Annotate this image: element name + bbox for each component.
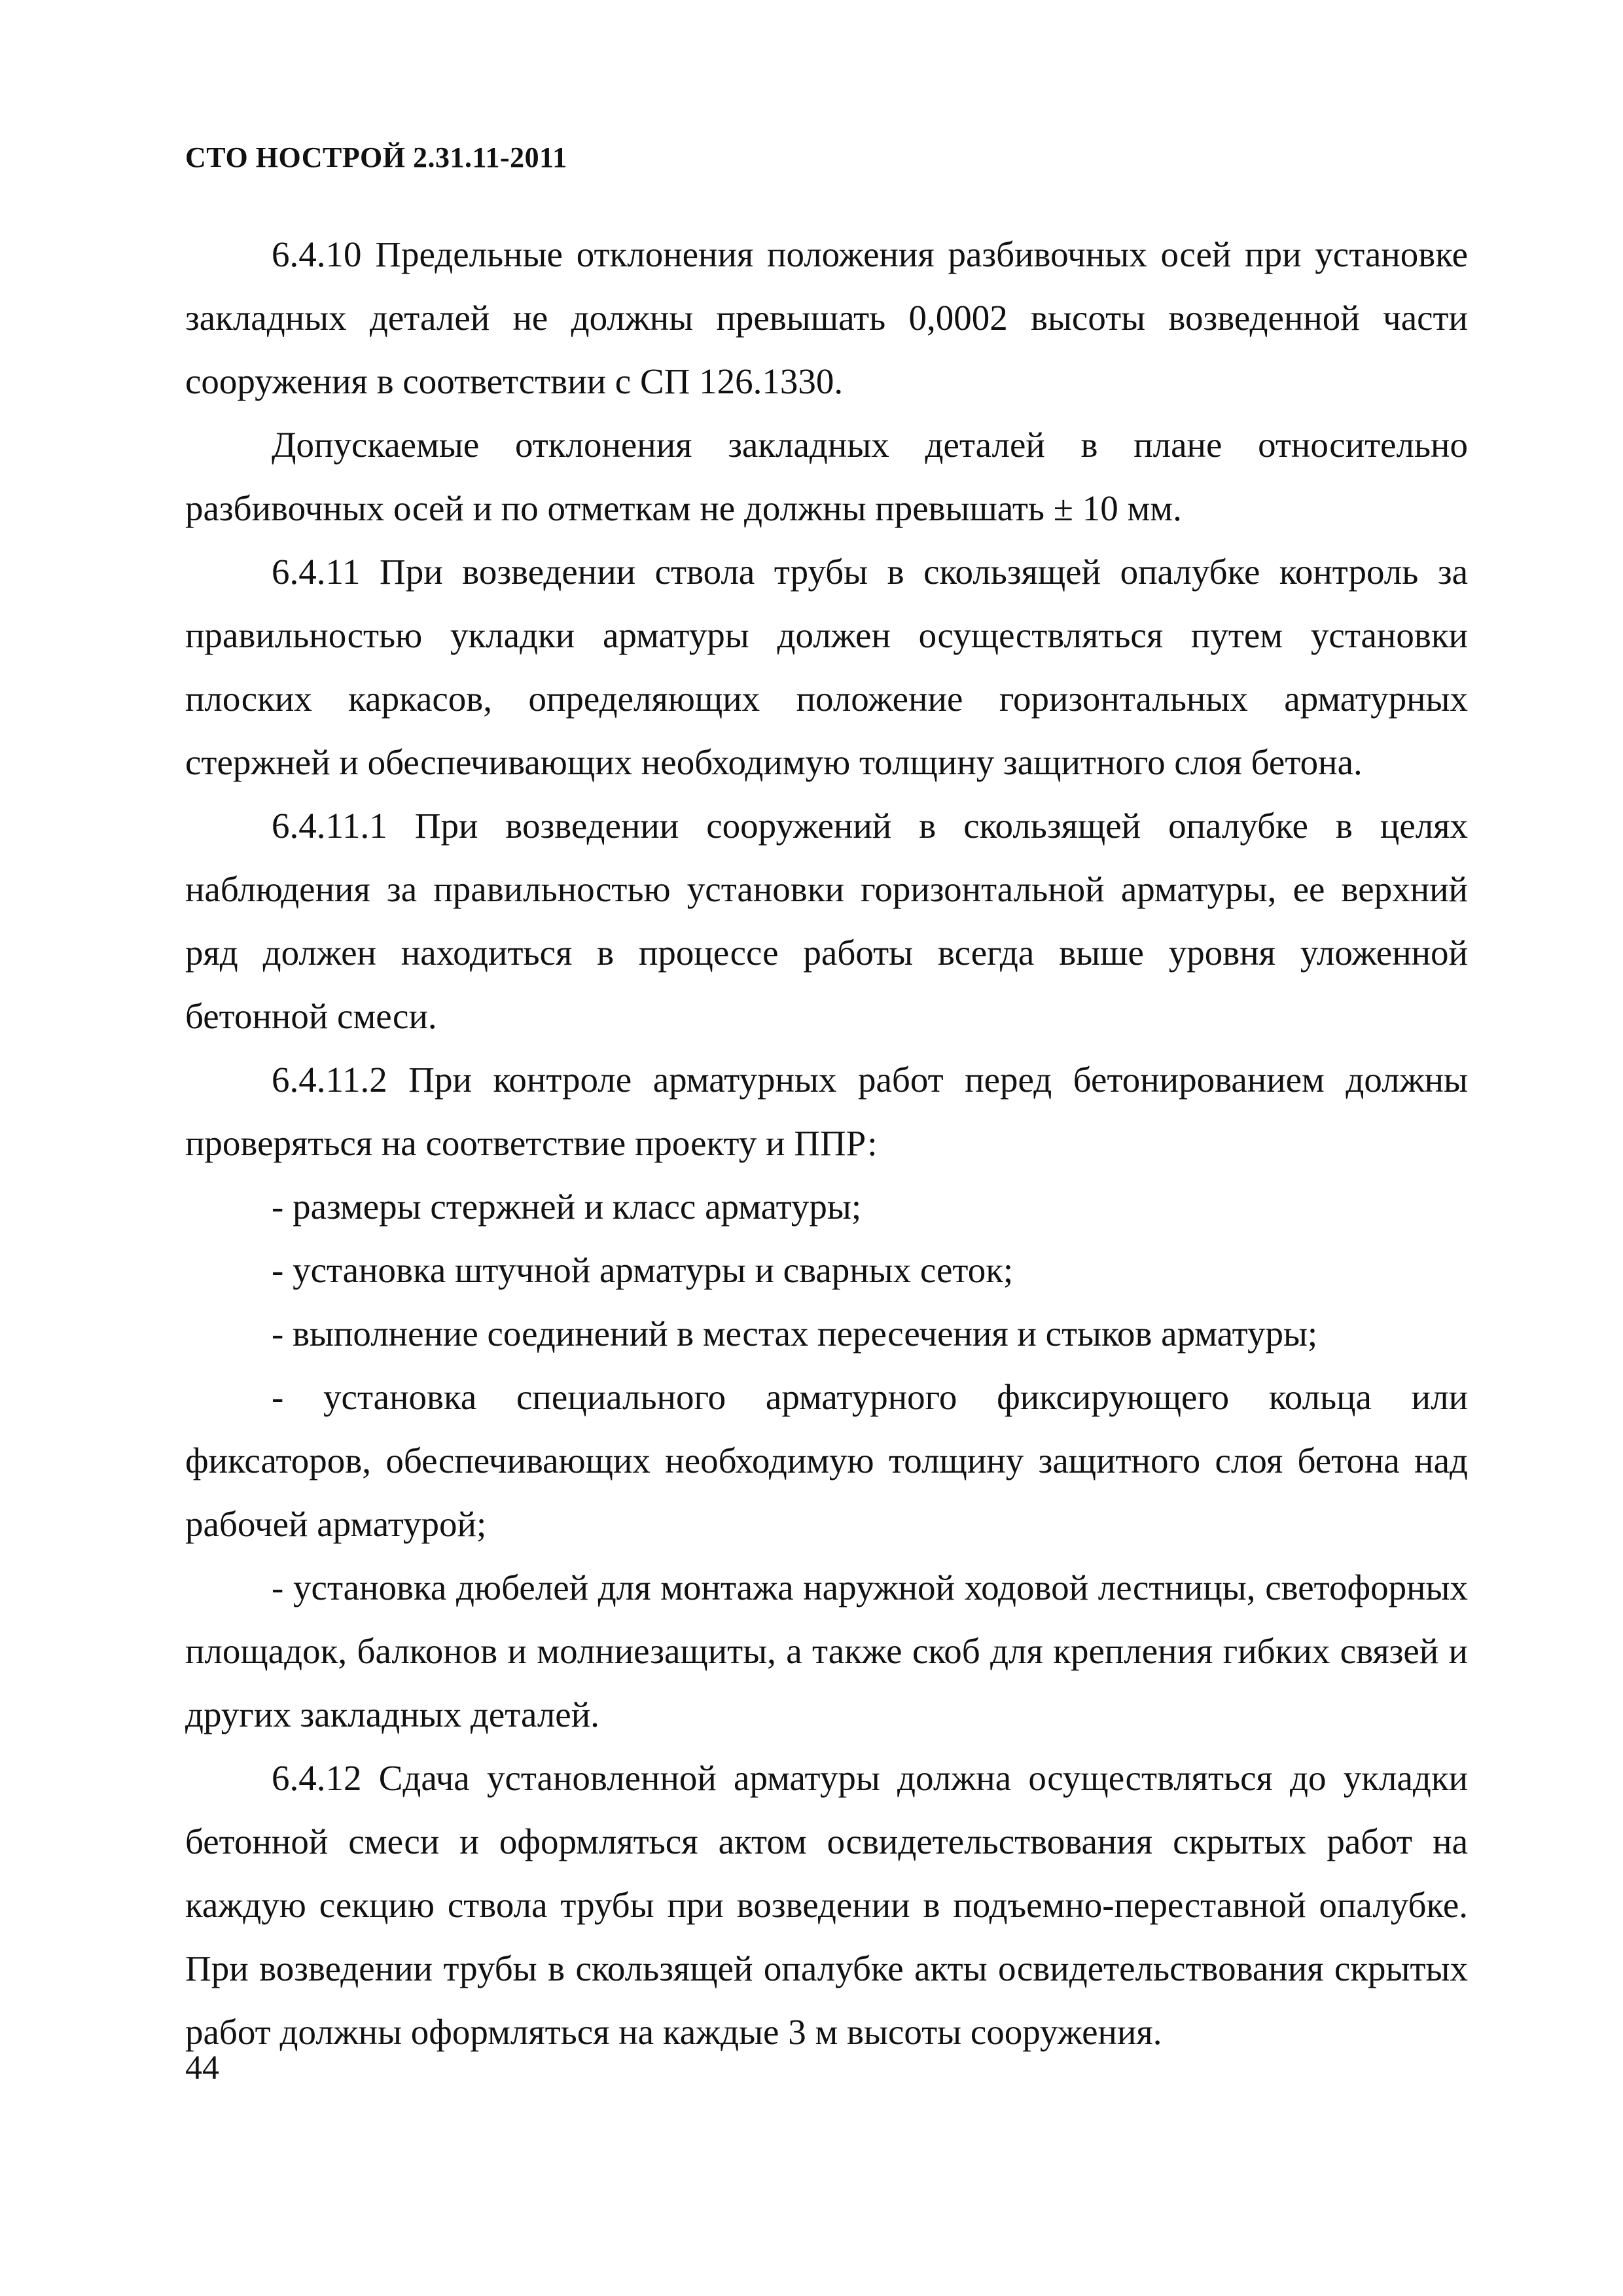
page-number: 44	[185, 2049, 219, 2087]
list-item: - размеры стержней и класс арматуры;	[272, 1187, 862, 1227]
document-body	[185, 223, 1468, 2064]
paragraph-6-4-11: 6.4.11 При возведении ствола трубы в скользящей опалубке контроль за правильностью укладки арматуры должен осуществляться путем установки плоских каркасов, определяющих положение горизонтальных арматурных стержней и обеспечивающих необходимую толщину защитного слоя бетона.	[185, 552, 1468, 782]
paragraph-6-4-11-1: 6.4.11.1 При возведении сооружений в скользящей опалубке в целях наблюдения за правильностью установки горизонтальной арматуры, ее верхний ряд должен находиться в процессе работы всегда выше уровня уложенной бетонной смеси.	[185, 806, 1468, 1036]
paragraph-6-4-11-2: 6.4.11.2 При контроле арматурных работ перед бетонированием должны проверяться на соответствие проекту и ППР:	[185, 1060, 1468, 1163]
paragraph-6-4-12: 6.4.12 Сдача установленной арматуры должна осуществляться до укладки бетонной смеси и оформляться актом освидетельствования скрытых работ на каждую секцию ствола трубы при возведении в подъемно-переставной опалубке. При возведении трубы в скользящей опалубке акты освидетельствования скрытых работ должны оформляться на каждые 3 м высоты сооружения.	[185, 1758, 1468, 2052]
document-header: СТО НОСТРОЙ 2.31.11-2011	[185, 141, 567, 173]
list-item: - установка специального арматурного фиксирующего кольца или фиксаторов, обеспечивающих необходимую толщину защитного слоя бетона над рабочей арматурой;	[185, 1377, 1468, 1544]
list-item: - установка дюбелей для монтажа наружной ходовой лестницы, светофорных площадок, балконов и молниезащиты, а также скоб для крепления гибких связей и других закладных деталей.	[185, 1568, 1468, 1734]
list-item: - установка штучной арматуры и сварных сеток;	[272, 1250, 1014, 1290]
list-item: - выполнение соединений в местах пересечения и стыков арматуры;	[272, 1314, 1318, 1354]
paragraph-6-4-10: 6.4.10 Предельные отклонения положения разбивочных осей при установке закладных деталей не должны превышать 0,0002 высоты возведенной части сооружения в соответствии с СП 126.1330.	[185, 234, 1468, 401]
paragraph-tolerances: Допускаемые отклонения закладных деталей в плане относительно разбивочных осей и по отметкам не должны превышать ± 10 мм.	[185, 425, 1468, 528]
